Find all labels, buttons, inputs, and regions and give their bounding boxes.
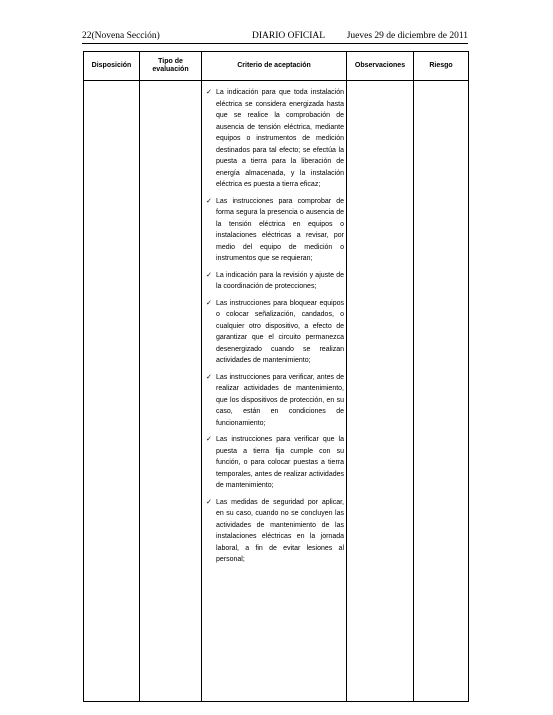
checkmark-icon: ✓: [206, 373, 212, 381]
disposicion-cell: [84, 81, 140, 702]
column-header-tipo-evaluacion: Tipo de evaluación: [140, 52, 202, 81]
checkmark-icon: ✓: [206, 299, 212, 307]
observaciones-cell: [347, 81, 414, 702]
page-number: 22: [82, 31, 92, 41]
list-item: [206, 372, 344, 430]
list-item: [206, 497, 344, 566]
criterion-text: Las medidas de seguridad por aplicar, en su caso, cuando no se concluyen las actividades de mantenimiento de las instalaciones eléctricas en la jornada laboral, a fin de evitar lesiones al personal;: [216, 498, 344, 563]
checkmark-icon: ✓: [206, 197, 212, 205]
acceptance-criteria-table: [83, 51, 469, 702]
tipo-evaluacion-cell: [140, 81, 202, 702]
table-row: [84, 81, 469, 702]
list-item: [206, 87, 344, 191]
checkmark-icon: ✓: [206, 436, 212, 443]
criterion-text: Las instrucciones para comprobar de forma segura la presencia o ausencia de la tensión eléctrica en equipos o instalaciones eléctricas a revisar, por medio del equipo de medición o instrumentos que se requieran;: [216, 197, 344, 262]
publication-name: DIARIO OFICIAL: [252, 31, 326, 41]
list-item: [206, 196, 344, 265]
criterion-text: Las instrucciones para bloquear equipos o colocar señalización, candados, o cualquier otro dispositivo, a efecto de garantizar que el circuito permanezca desenergizado cuando se realizan actividades de mantenimiento;: [216, 299, 344, 364]
checkmark-icon: ✓: [206, 271, 212, 279]
list-item: [206, 270, 344, 293]
section-label: (Novena Sección): [91, 31, 160, 41]
column-header-observaciones: Observaciones: [347, 52, 414, 81]
checkmark-icon: ✓: [206, 89, 212, 96]
list-item: [206, 298, 344, 367]
criterion-text: La indicación para que toda instalación eléctrica se considera energizada hasta que se realice la comprobación de ausencia de tensión eléctrica, mediante equipos o instrumentos de medición destinados para tal efecto; se efectúa la puesta a tierra para la liberación de energía almacenada, y la instalación eléctrica es puesta a tierra eficaz;: [216, 89, 344, 188]
column-header-criterio: Criterio de aceptación: [202, 52, 347, 81]
publication-date: Jueves 29 de diciembre de 2011: [346, 31, 468, 41]
page-number-and-section: [82, 31, 160, 41]
table-header-row: [84, 52, 469, 81]
checkmark-icon: ✓: [206, 498, 212, 506]
criterion-text: La indicación para la revisión y ajuste de la coordinación de protecciones;: [216, 271, 344, 290]
riesgo-cell: [414, 81, 469, 702]
column-header-riesgo: Riesgo: [414, 52, 469, 81]
column-header-disposicion: Disposición: [84, 52, 140, 81]
list-item: [206, 434, 344, 492]
criterio-cell: [202, 81, 347, 702]
criteria-list: [202, 81, 346, 566]
criterion-text: Las instrucciones para verificar que la puesta a tierra fija cumple con su función, o para colocar puestas a tierra temporales, antes de realizar actividades de mantenimiento;: [216, 436, 344, 489]
page-header: [82, 31, 468, 44]
criterion-text: Las instrucciones para verificar, antes de realizar actividades de mantenimiento, que los dispositivos de protección, en su caso, están en condiciones de funcionamiento;: [216, 373, 344, 427]
